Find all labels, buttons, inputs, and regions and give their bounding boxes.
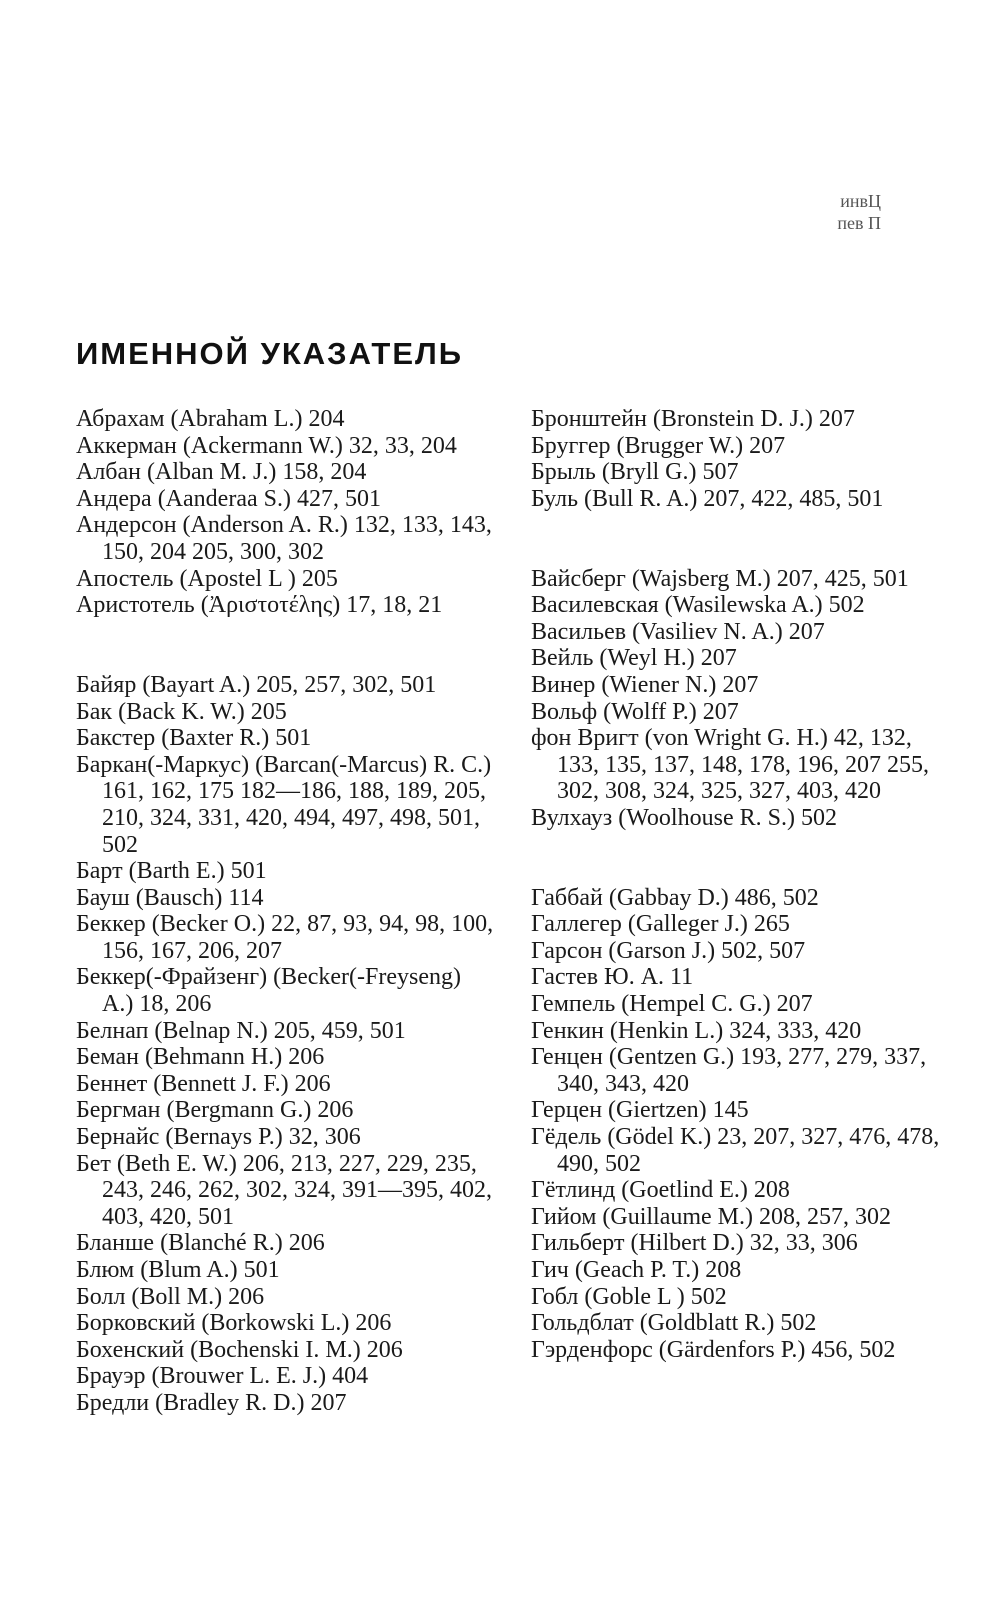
index-entry: Гётлинд (Goetlind E.) 208: [531, 1177, 790, 1204]
index-entry: Гемпель (Hempel C. G.) 207: [531, 991, 813, 1018]
index-entry: Бет (Beth E. W.) 206, 213, 227, 229, 235, 243, 246, 262, 302, 324, 391—395, 402, 403, 420, 501: [76, 1150, 492, 1230]
index-entry: Бланше (Blanché R.) 206: [76, 1230, 325, 1257]
index-entry: Васильев (Vasiliev N. A.) 207: [531, 618, 825, 645]
index-entry: Апостель (Apostel L ) 205: [76, 565, 338, 592]
index-entry: Гольдблат (Goldblatt R.) 502: [531, 1310, 817, 1337]
index-entry: Гобл (Goble L ) 502: [531, 1283, 727, 1310]
index-entry: Аристотель (Ἀριστοτέλης) 17, 18, 21: [76, 592, 443, 619]
index-entry: Вольф (Wolff P.) 207: [531, 698, 739, 725]
index-entry: Андера (Aanderaa S.) 427, 501: [76, 485, 381, 512]
index-entry: Брыль (Bryll G.) 507: [531, 459, 739, 486]
index-entry: Бохенский (Bochenski I. M.) 206: [76, 1336, 403, 1363]
index-entry: Гич (Geach P. T.) 208: [531, 1257, 742, 1283]
index-entry: Бредли (Bradley R. D.) 207: [76, 1389, 347, 1416]
index-entry: Вайсберг (Wajsberg M.) 207, 425, 501: [531, 565, 909, 592]
index-entry: Буль (Bull R. A.) 207, 422, 485, 501: [531, 485, 884, 512]
index-entry: Бакстер (Baxter R.) 501: [76, 725, 312, 752]
letter-group-spacer: [76, 619, 496, 672]
index-entry: Бауш (Bausch) 114: [76, 884, 264, 911]
index-entry: Бруггер (Brugger W.) 207: [531, 432, 786, 459]
index-entry: Борковский (Borkowski L.) 206: [76, 1310, 392, 1337]
index-entry: Бронштейн (Bronstein D. J.) 207: [531, 406, 855, 432]
index-entry: Вейль (Weyl H.) 207: [531, 645, 737, 672]
index-entry: Аккерман (Ackermann W.) 32, 33, 204: [76, 432, 457, 459]
index-entry: Вулхауз (Woolhouse R. S.) 502: [531, 804, 837, 831]
index-entry: Брауэр (Brouwer L. E. J.) 404: [76, 1363, 369, 1390]
index-entry: Болл (Boll M.) 206: [76, 1283, 265, 1310]
index-entry: Беннет (Bennett J. F.) 206: [76, 1070, 331, 1097]
letter-group-spacer: [531, 832, 951, 885]
index-entry: Андерсон (Anderson A. R.) 132, 133, 143, 150, 204 205, 300, 302: [76, 512, 492, 565]
letter-group-spacer: [531, 512, 951, 565]
index-column-right: [531, 406, 951, 1363]
index-entry: Галлегер (Galleger J.) 265: [531, 911, 790, 938]
corner-stamp: [837, 190, 881, 234]
index-entry: Блюм (Blum A.) 501: [76, 1257, 280, 1283]
index-entry: Бак (Back K. W.) 205: [76, 698, 287, 725]
index-entry: Абрахам (Abraham L.) 204: [76, 406, 345, 432]
index-entry: Албан (Alban M. J.) 158, 204: [76, 459, 367, 486]
index-entry: Баркан(-Маркус) (Barcan(-Marcus) R. C.) 161, 162, 175 182—186, 188, 189, 205, 210, 324, 331, 420, 494, 497, 498, 501, 502: [76, 751, 492, 858]
index-entry: Генцен (Gentzen G.) 193, 277, 279, 337, 340, 343, 420: [531, 1044, 927, 1097]
index-entry: Беман (Behmann H.) 206: [76, 1044, 325, 1071]
index-entry: Габбай (Gabbay D.) 486, 502: [531, 884, 819, 911]
index-entry: Герцен (Giertzen) 145: [531, 1097, 749, 1124]
corner-stamp-line-1: инвЦ: [840, 191, 881, 211]
index-entry: Гэрденфорс (Gärdenfors P.) 456, 502: [531, 1336, 896, 1363]
index-entry: Гийом (Guillaume M.) 208, 257, 302: [531, 1203, 892, 1230]
index-entry: Бергман (Bergmann G.) 206: [76, 1097, 354, 1124]
index-column-left: [76, 406, 496, 1417]
index-entry: Генкин (Henkin L.) 324, 333, 420: [531, 1017, 862, 1044]
index-entry: Василевская (Wasilewska A.) 502: [531, 592, 865, 619]
corner-stamp-line-2: пев П: [837, 213, 881, 233]
index-entry: Гильберт (Hilbert D.) 32, 33, 306: [531, 1230, 858, 1257]
index-entry: Барт (Barth E.) 501: [76, 858, 267, 885]
index-entry: Гастев Ю. А. 11: [531, 964, 694, 991]
index-entry: Бернайс (Bernays P.) 32, 306: [76, 1124, 361, 1151]
index-entry: Винер (Wiener N.) 207: [531, 671, 759, 698]
index-entry: Гёдель (Gödel K.) 23, 207, 327, 476, 478, 490, 502: [531, 1124, 940, 1177]
index-entry: Гарсон (Garson J.) 502, 507: [531, 937, 806, 964]
index-entry: Беккер(-Фрайзенг) (Becker(-Freyseng) A.) 18, 206: [76, 964, 461, 1018]
page-title: ИМЕННОЙ УКАЗАТЕЛЬ: [76, 336, 464, 371]
index-entry: Белнап (Belnap N.) 205, 459, 501: [76, 1017, 406, 1044]
index-entry: Беккер (Becker O.) 22, 87, 93, 94, 98, 100, 156, 167, 206, 207: [76, 911, 494, 964]
index-entry: фон Вригт (von Wright G. H.) 42, 132, 133, 135, 137, 148, 178, 196, 207 255, 302, 308, 324, 325, 327, 403, 420: [531, 725, 929, 805]
index-entry: Байяр (Bayart A.) 205, 257, 302, 501: [76, 671, 437, 698]
